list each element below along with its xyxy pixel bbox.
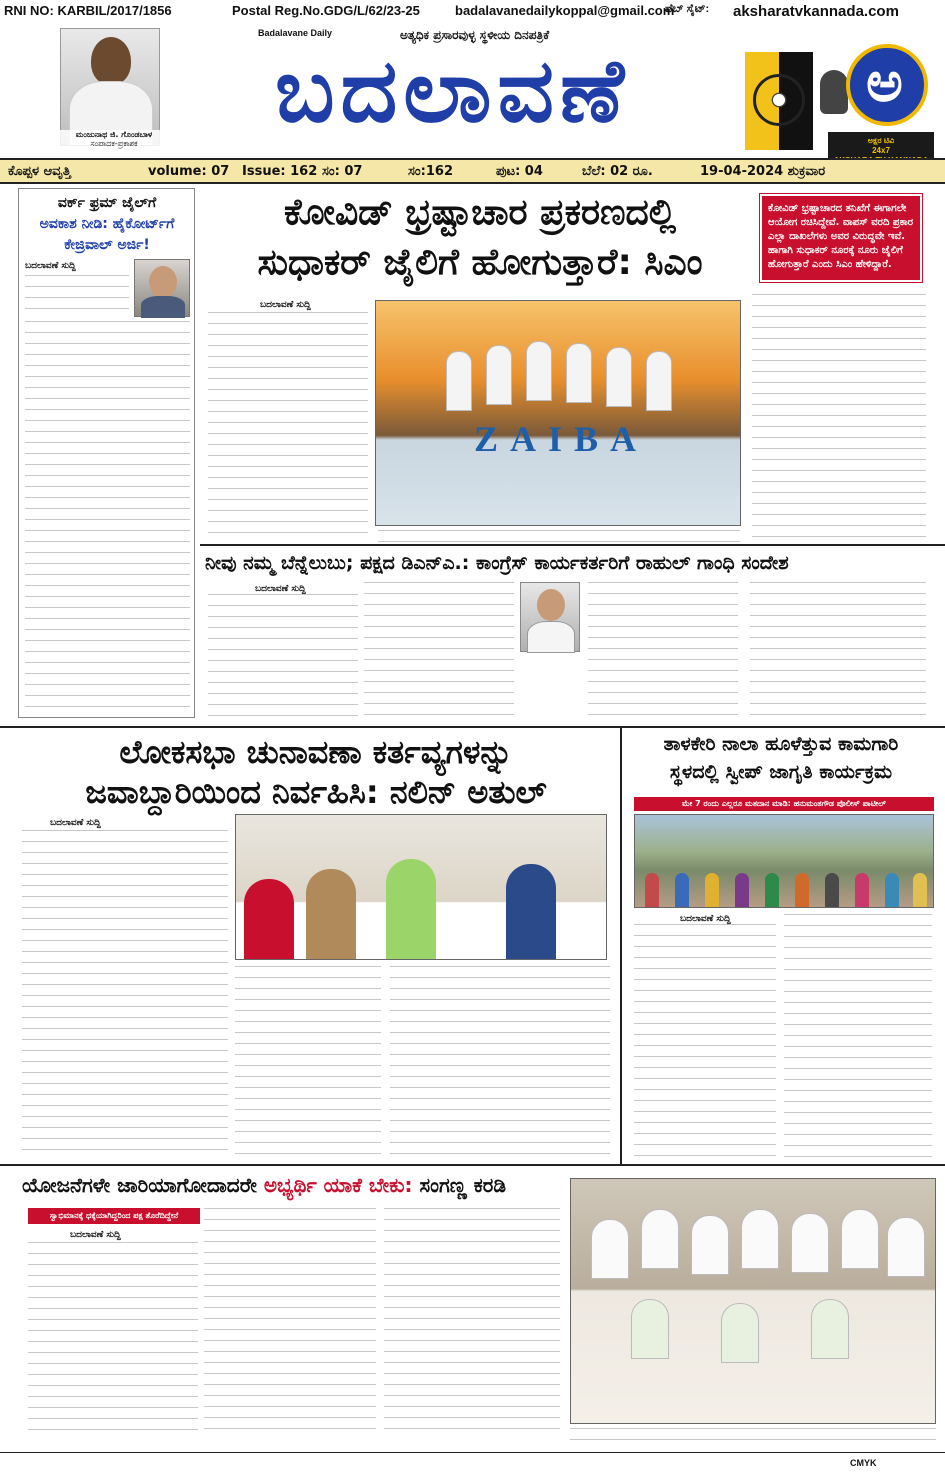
edition: ಕೊಪ್ಪಳ ಆವೃತ್ತಿ [8,164,71,179]
tagline: ಅತ್ಯಧಿಕ ಪ್ರಸಾರವುಳ್ಳ ಸ್ಥಳೀಯ ದಿನಪತ್ರಿಕೆ [400,28,550,42]
lead-body-col3 [752,294,926,540]
daily-english-name: Badalavane Daily [258,28,333,38]
lead-body-under-photo [378,530,740,542]
meeting-photo [235,814,607,960]
tv-tag: 24x7 [872,146,890,155]
rahul-photo [520,582,580,652]
sanganna-body-col3 [384,1208,560,1432]
lead-quote-box: ಕೋವಿಡ್ ಭ್ರಷ್ಟಾಚಾರದ ತನಿಖೆಗೆ ಈಗಾಗಲೇ ಆಯೋಗ ರಚಿಸಿದ್ದೇವೆ. ವಾಪಸ್ ವರದಿ ಪ್ರಕಾರ ಎಲ್ಲಾ ದಾಖಲೆಗಳು ಅವರ ವಿರುದ್ಧವೇ ಇವೆ. ಹಾಗಾಗಿ ಸುಧಾಕರ್ ನೂರಕ್ಕೆ ನೂರು ಜೈಲಿಗೆ ಹೋಗುತ್ತಾರೆ ಎಂದು ಸಿಎಂ ಹೇಳಿದ್ದಾರೆ. [760,194,922,282]
compass-emblem-icon [745,52,813,150]
website-label: ವೆಬ್ ಸೈಟ್: [665,3,710,15]
talakeri-body-col2 [784,914,932,1160]
price: ಬೆಲೆ: 02 ರೂ. [582,164,653,179]
website-link[interactable]: aksharatvkannada.com [733,3,899,20]
editor-photo [60,28,160,146]
left-story-byline: ಬದಲಾವಣೆ ಸುದ್ದಿ [25,261,76,271]
left-story-headline[interactable]: ವರ್ಕ್ ಫ್ರಮ್ ಜೈಲ್‌ಗೆ ಅವಕಾಶ ನೀಡಿ: ಹೈಕೋರ್ಟ್‌ಗೆ ಕೇಜ್ರಿವಾಲ್ ಅರ್ಜಿ! [39,195,175,253]
lead-byline: ಬದಲಾವಣೆ ಸುದ್ದಿ [260,300,311,310]
rahul-byline: ಬದಲಾವಣೆ ಸುದ್ದಿ [255,584,306,594]
akshara-tv-logo[interactable] [820,42,938,164]
rahul-headline[interactable]: ನೀವು ನಮ್ಮ ಬೆನ್ನೆಲುಬು; ಪಕ್ಷದ ಡಿಎನ್‌ಎ.: ಕಾಂಗ್ರೆಸ್ ಕಾರ್ಯಕರ್ತರಿಗೆ ರಾಹುಲ್ ಗಾಂಧಿ ಸಂದೇಶ [205,552,789,574]
lead-headline[interactable]: ಕೋವಿಡ್ ಭ್ರಷ್ಟಾಚಾರ ಪ್ರಕರಣದಲ್ಲಿ ಸುಧಾಕರ್ ಜೈಲಿಗೆ ಹೋಗುತ್ತಾರೆ: ಸಿಎಂ [257,192,703,283]
rahul-body-col3 [588,582,738,720]
lead-body-col1 [208,312,368,540]
rally-photo [375,300,741,526]
lok-sabha-body-col2 [235,966,381,1160]
crowd-photo [634,814,934,908]
cmyk-mark: CMYK [850,1458,877,1468]
press-meet-photo [570,1178,936,1424]
newspaper-logo[interactable]: ಬದಲಾವಣೆ [274,39,631,142]
editor-name: ಮಂಜುನಾಥ ಜಿ. ಗೊಂಡಬಾಳ [75,130,153,139]
page-footer [0,1452,945,1475]
rahul-body-col1 [208,594,358,720]
issue: Issue: 162 [242,164,318,179]
page-number: ಪುಟ: 04 [496,164,543,179]
rahul-body-col4 [750,582,926,720]
talakeri-red-strip: ಮೇ 7 ರಂದು ಎಲ್ಲರೂ ಮತದಾನ ಮಾಡಿ: ಹನುಮಂತಗೌಡ ಪೊಲೀಸ್ ಪಾಟೀಲ್ [634,797,934,811]
talakeri-byline: ಬದಲಾವಣೆ ಸುದ್ದಿ [680,914,731,924]
left-story-body [25,275,129,319]
issue-info-bar [0,158,945,184]
rni-number: RNI NO: KARBIL/2017/1856 [4,3,172,18]
postal-reg: Postal Reg.No.GDG/L/62/23-25 [232,3,420,18]
sanganna-body-col1 [28,1242,198,1432]
lok-sabha-byline: ಬದಲಾವಣೆ ಸುದ್ದಿ [50,818,101,828]
bus-zaiba-label: ZAIBA [473,419,649,459]
sanganna-red-strip: ಸ್ವಾಭಿಮಾನಕ್ಕೆ ಧಕ್ಕೆಯಾಗಿದ್ದರಿಂದ ಪಕ್ಷ ತೊರೆದಿದ್ದೇನೆ [28,1208,200,1224]
volume: volume: 07 [148,164,230,179]
masthead [0,22,945,155]
sanganna-headline[interactable]: ಯೋಜನೆಗಳೇ ಜಾರಿಯಾಗೋದಾದರೇ ಅಭ್ಯರ್ಥಿ ಯಾಕೆ ಬೇಕು: ಸಂಗಣ್ಣ ಕರಡಿ [22,1173,506,1197]
kejriwal-photo [134,259,190,317]
sanganna-byline: ಬದಲಾವಣೆ ಸುದ್ದಿ [70,1230,121,1240]
editor-caption [56,130,172,148]
talakeri-headline[interactable]: ತಾಳಕೇರಿ ನಾಲಾ ಹೂಳೆತ್ತುವ ಕಾಮಗಾರಿ ಸ್ಥಳದಲ್ಲಿ ಸ್ವೀಪ್ ಜಾಗೃತಿ ಕಾರ್ಯಕ್ರಮ [663,733,899,783]
lok-sabha-body-col3 [390,966,610,1160]
editor-role: ಸಂಪಾದಕ-ಪ್ರಕಾಶಕ [90,139,138,148]
left-story[interactable] [18,188,195,718]
tv-name: ಅಕ್ಷರ ಟಿವಿ [867,136,895,145]
section-divider [0,726,945,728]
vertical-divider [620,728,622,1164]
top-info-line [0,0,945,22]
section-divider [0,1164,945,1166]
lok-sabha-body-col1 [22,830,228,1160]
sanganna-body-under-photo [570,1428,936,1450]
lok-sabha-headline[interactable]: ಲೋಕಸಭಾ ಚುನಾವಣಾ ಕರ್ತವ್ಯಗಳನ್ನು ಜವಾಬ್ದಾರಿಯಿಂದ ನಿರ್ವಹಿಸಿ: ನಲಿನ್ ಅತುಲ್ [85,733,547,811]
tv-letter-icon: ಅ [866,50,903,115]
sanchike: ಸಂ:162 [408,164,453,179]
talakeri-body-col1 [634,924,776,1160]
left-story-body-cont [25,321,190,713]
microphone-icon [820,70,848,114]
sanganna-body-col2 [204,1208,376,1432]
date: 19-04-2024 ಶುಕ್ರವಾರ [700,164,826,179]
email-link[interactable]: badalavanedailykoppal@gmail.com [455,3,675,18]
rahul-body-col2 [364,582,514,720]
samputa: ಸಂ: 07 [322,164,363,179]
section-divider [200,544,945,546]
